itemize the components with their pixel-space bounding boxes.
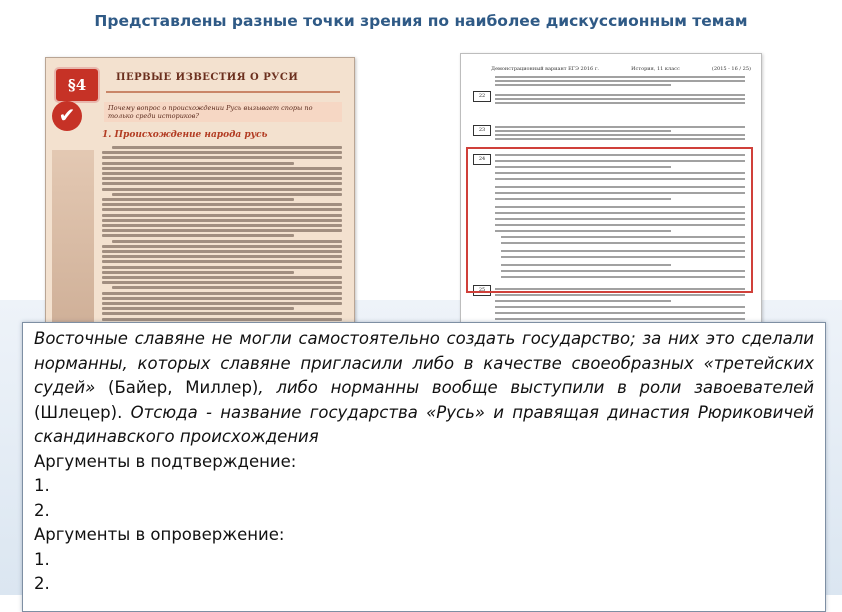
exam-text-line <box>501 270 745 272</box>
quote-names-1: (Байер, Миллер) <box>108 378 259 397</box>
exam-text-line <box>495 130 671 132</box>
support-argument-1: 1. <box>34 476 50 495</box>
task-number: 24 <box>473 154 491 165</box>
text-line <box>102 292 342 295</box>
exam-text-line <box>495 306 745 308</box>
text-line <box>102 172 342 175</box>
normanist-theory-quote <box>34 327 814 450</box>
text-line <box>112 286 342 289</box>
exam-text-line <box>495 230 671 232</box>
exam-text-line <box>495 288 745 290</box>
exam-text-line <box>501 242 745 244</box>
text-line <box>102 167 342 170</box>
text-line <box>102 250 342 253</box>
text-line <box>102 234 294 237</box>
text-line <box>102 188 342 191</box>
chapter-question: Почему вопрос о происхождении Русь вызывает споры по только среди историков? <box>104 102 342 122</box>
text-line <box>102 208 342 211</box>
text-line <box>102 318 342 321</box>
exam-text-line <box>495 76 745 78</box>
slide-title: Представлены разные точки зрения по наиболее дискуссионным темам <box>94 12 748 30</box>
exam-header <box>491 66 751 72</box>
exam-text-line <box>495 178 745 180</box>
exam-text-line <box>501 250 745 252</box>
refute-arguments-label: Аргументы в опровержение: <box>34 525 285 544</box>
text-line <box>102 297 342 300</box>
refute-argument-2: 2. <box>34 574 50 593</box>
text-line <box>102 271 294 274</box>
textbook-page-image <box>45 57 355 349</box>
quote-part-3: Отсюда - название государства «Русь» и правящая династия Рюриковичей скандинавского происхождения <box>34 402 814 446</box>
exam-text-line <box>495 98 745 100</box>
exam-text-line <box>495 134 745 136</box>
task-number: 22 <box>473 91 491 102</box>
paragraph-badge: §4 <box>54 67 100 103</box>
text-line <box>102 219 342 222</box>
task-number: 25 <box>473 285 491 296</box>
exam-text-line <box>495 318 745 320</box>
exam-text-line <box>495 206 745 208</box>
support-argument-2: 2. <box>34 500 50 520</box>
exam-text-line <box>495 300 671 302</box>
checkmark-icon: ✔ <box>52 101 82 131</box>
quote-part-1: Восточные славяне не могли самостоятельно создать государство; за них это сделали норманны, которых славяне пригласили либо в качестве своеобразных «третейских судей» <box>34 329 814 397</box>
text-line <box>102 307 294 310</box>
exam-text-line <box>495 198 671 200</box>
exam-text-line <box>501 236 745 238</box>
text-line <box>102 151 342 154</box>
text-line <box>112 193 342 196</box>
exam-text-line <box>495 102 745 104</box>
text-line <box>102 198 294 201</box>
text-line <box>102 255 342 258</box>
text-line <box>102 276 342 279</box>
exam-text-line <box>501 276 745 278</box>
exam-text-line <box>495 218 745 220</box>
exam-text-line <box>495 80 745 82</box>
textbook-illustration <box>52 150 94 340</box>
text-line <box>102 177 342 180</box>
text-line <box>102 312 342 315</box>
task-number: 23 <box>473 125 491 136</box>
exam-text-line <box>495 94 745 96</box>
exam-text-line <box>495 84 671 86</box>
refute-argument-1: 1. <box>34 549 50 569</box>
text-line <box>102 214 342 217</box>
text-line <box>102 182 342 185</box>
section-title: 1. Происхождение народа русь <box>102 130 268 140</box>
support-arguments-label: Аргументы в подтверждение: <box>34 451 297 471</box>
text-line <box>102 156 342 159</box>
chapter-divider <box>106 91 340 93</box>
exam-text-line <box>495 186 745 188</box>
exam-header-mid: История, 11 класс <box>631 66 680 72</box>
text-line <box>102 302 342 305</box>
exam-text-line <box>495 192 745 194</box>
exam-text-line <box>495 312 745 314</box>
quote-names-2: (Шлецер). <box>34 402 123 422</box>
exam-text-line <box>495 224 745 226</box>
text-line <box>112 240 342 243</box>
text-line <box>102 281 342 284</box>
exam-header-right: (2015 - 16 / 25) <box>711 66 751 72</box>
exam-text-line <box>495 166 671 168</box>
exam-text-line <box>495 212 745 214</box>
text-line <box>102 224 342 227</box>
exam-header-left: Демонстрационный вариант ЕГЭ 2016 г. <box>491 66 600 72</box>
viewpoint-text-card <box>22 322 826 612</box>
text-line <box>102 260 342 263</box>
exam-text-line <box>495 172 745 174</box>
text-line <box>112 146 342 149</box>
quote-part-2: , либо норманны вообще выступили в роли завоевателей <box>258 378 814 397</box>
exam-text-line <box>495 294 745 296</box>
exam-text-line <box>495 126 745 128</box>
exam-text-line <box>495 154 745 156</box>
exam-text-line <box>495 160 745 162</box>
chapter-title: ПЕРВЫЕ ИЗВЕСТИЯ О РУСИ <box>116 72 299 83</box>
exam-sheet-image <box>460 53 762 347</box>
exam-text-line <box>495 138 745 140</box>
text-line <box>102 203 342 206</box>
text-line <box>102 266 342 269</box>
exam-text-line <box>501 264 671 266</box>
text-line <box>102 229 342 232</box>
text-line <box>102 162 294 165</box>
exam-text-line <box>501 256 745 258</box>
text-line <box>102 245 342 248</box>
